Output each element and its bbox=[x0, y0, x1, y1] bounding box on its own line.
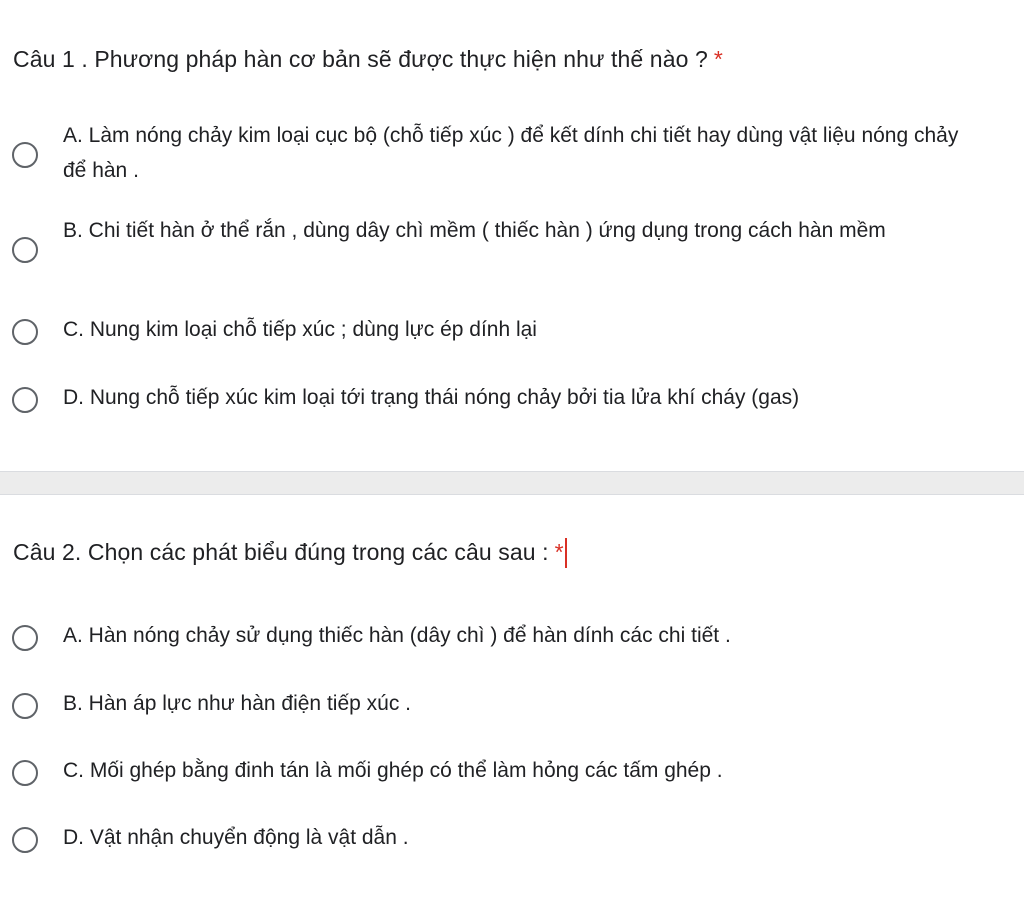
text-cursor bbox=[565, 538, 567, 568]
radio-button[interactable] bbox=[12, 693, 38, 719]
option-label[interactable]: A. Hàn nóng chảy sử dụng thiếc hàn (dây chì ) để hàn dính các chi tiết . bbox=[63, 624, 731, 647]
question-1-title-text: Câu 1 . Phương pháp hàn cơ bản sẽ được thực hiện như thế nào ? bbox=[13, 46, 708, 72]
question-1-title bbox=[13, 46, 723, 73]
radio-button[interactable] bbox=[12, 142, 38, 168]
radio-button[interactable] bbox=[12, 827, 38, 853]
question-2-title bbox=[13, 538, 567, 568]
option-label[interactable]: B. Hàn áp lực như hàn điện tiếp xúc . bbox=[63, 692, 411, 715]
radio-button[interactable] bbox=[12, 760, 38, 786]
option-label[interactable]: D. Vật nhận chuyển động là vật dẫn . bbox=[63, 826, 409, 849]
option-label[interactable]: D. Nung chỗ tiếp xúc kim loại tới trạng thái nóng chảy bởi tia lửa khí cháy (gas) bbox=[63, 386, 800, 409]
required-asterisk: * bbox=[713, 46, 723, 72]
option-label[interactable]: C. Mối ghép bằng đinh tán là mối ghép có thể làm hỏng các tấm ghép . bbox=[63, 759, 723, 782]
option-label[interactable]: B. Chi tiết hàn ở thể rắn , dùng dây chì mềm ( thiếc hàn ) ứng dụng trong cách hàn mềm bbox=[63, 219, 886, 242]
radio-button[interactable] bbox=[12, 625, 38, 651]
option-label[interactable]: C. Nung kim loại chỗ tiếp xúc ; dùng lực ép dính lại bbox=[63, 318, 537, 341]
required-asterisk: * bbox=[554, 539, 564, 565]
radio-button[interactable] bbox=[12, 387, 38, 413]
question-2-title-text: Câu 2. Chọn các phát biểu đúng trong các câu sau : bbox=[13, 539, 549, 565]
radio-button[interactable] bbox=[12, 319, 38, 345]
radio-button[interactable] bbox=[12, 237, 38, 263]
section-divider bbox=[0, 471, 1024, 495]
option-label[interactable]: A. Làm nóng chảy kim loại cục bộ (chỗ tiếp xúc ) để kết dính chi tiết hay dùng vật liệu nóng chảy để hàn . bbox=[63, 124, 959, 182]
